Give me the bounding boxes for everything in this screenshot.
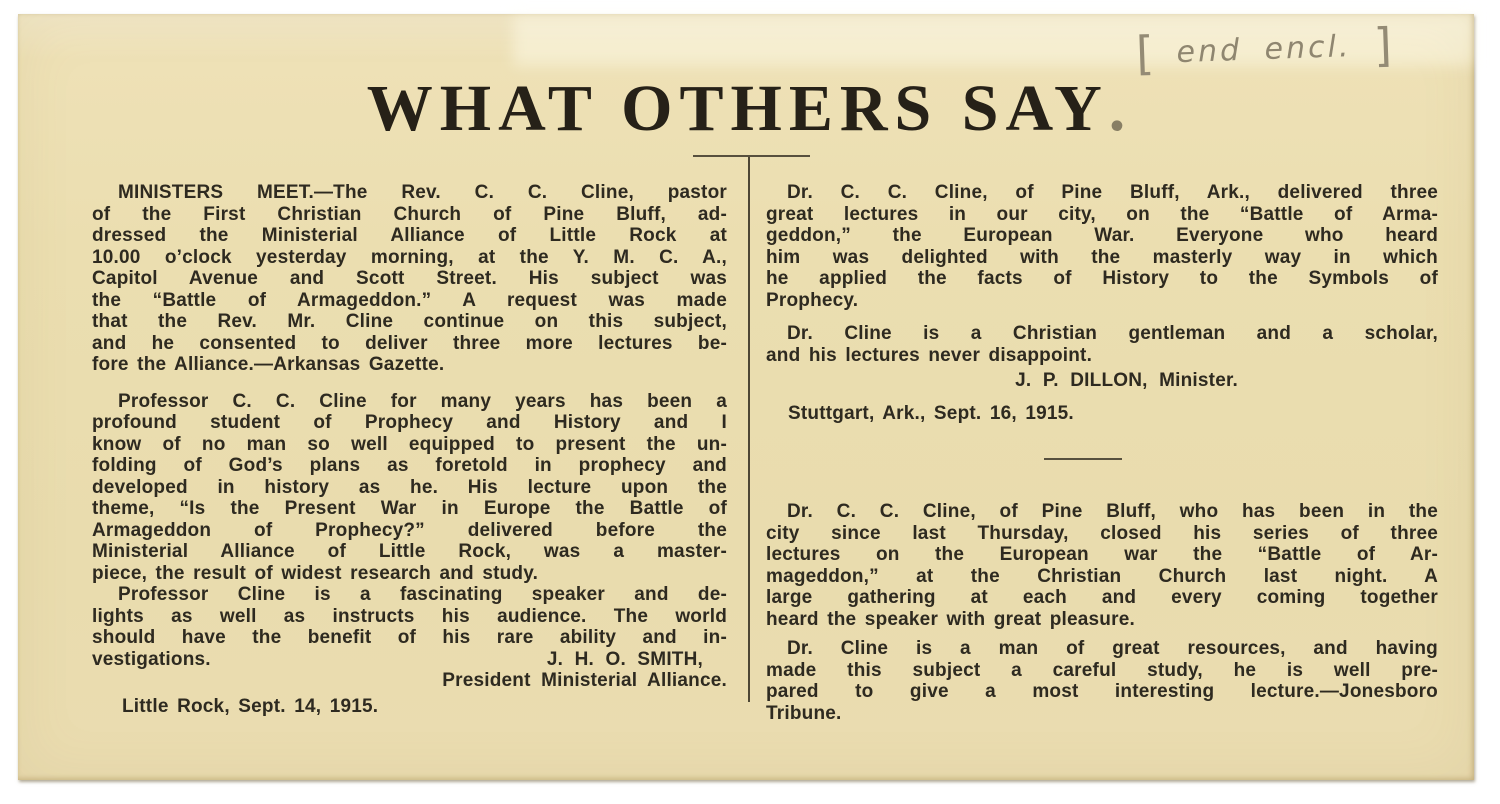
text-line: theme, “Is the Present War in Europe the Battle of: [92, 498, 727, 519]
signature-row: [92, 649, 727, 671]
handwritten-annotation: [1135, 17, 1397, 80]
text-line: developed in history as he. His lecture upon the: [92, 476, 727, 498]
text-line: lights as well as instructs his audience. The world: [92, 605, 727, 627]
text-line: dressed the Ministerial Alliance of Little Rock at: [92, 225, 727, 246]
text-line: Dr. Cline is a man of great resources, and having: [787, 638, 1438, 659]
document-card: [18, 14, 1474, 780]
text-line: of the First Christian Church of Pine Bluff, ad-: [92, 203, 727, 225]
column-divider-rule: [748, 157, 750, 702]
testimonial-paragraph: [766, 638, 1438, 724]
testimonial-jonesboro-tribune: [766, 501, 1438, 724]
text-line: Armageddon of Prophecy?” delivered before the: [92, 519, 727, 541]
signature-title: President Ministerial Alliance.: [442, 670, 727, 691]
testimonial-smith: [92, 391, 727, 718]
text-line: geddon,” the European War. Everyone who heard: [766, 225, 1438, 246]
text-line: MINISTERS MEET.—The Rev. C. C. Cline, pastor: [118, 182, 727, 203]
text-line: mageddon,” at the Christian Church last night. A: [766, 565, 1438, 587]
text-line: Dr. Cline is a Christian gentleman and a scholar,: [787, 323, 1438, 344]
text-line: Dr. C. C. Cline, of Pine Bluff, Ark., delivered three: [787, 182, 1438, 203]
text-line: Prophecy.: [766, 289, 859, 311]
annotation-close-bracket: ]: [1372, 17, 1393, 73]
text-line: large gathering at each and every coming together: [766, 587, 1438, 608]
text-line: folding of God’s plans as foretold in prophecy and: [92, 455, 727, 476]
text-line: made this subject a careful study, he is well pre-: [766, 659, 1438, 681]
text-line: 10.00 o’clock yesterday morning, at the Y. M. C. A.,: [92, 246, 727, 268]
text-line: pared to give a most interesting lecture.—Jonesboro: [766, 681, 1438, 702]
text-line: that the Rev. Mr. Cline continue on this subject,: [92, 311, 727, 332]
text-line: he applied the facts of History to the Symbols of: [766, 268, 1438, 289]
annotation-open-bracket: [: [1135, 25, 1155, 81]
text-line: fore the Alliance.—Arkansas Gazette.: [92, 354, 445, 375]
text-line: him was delighted with the masterly way in which: [766, 246, 1438, 268]
page-title: WHAT OTHERS SAY.: [366, 72, 1126, 145]
text-line: Professor C. C. Cline for many years has been a: [118, 390, 727, 412]
text-line: know of no man so well equipped to present the un-: [92, 433, 727, 455]
text-line: the “Battle of Armageddon.” A request was made: [92, 289, 727, 311]
section-divider-rule: [1044, 458, 1122, 460]
signature-name: J. P. DILLON, Minister.: [1015, 370, 1238, 391]
left-column: [92, 182, 727, 717]
text-line: and he consented to deliver three more lectures be-: [92, 332, 727, 354]
title-divider-rule: [693, 155, 810, 157]
signature-name: J. H. O. SMITH,: [546, 648, 703, 670]
text-line: vestigations.: [92, 648, 211, 670]
dateline: Little Rock, Sept. 14, 1915.: [122, 695, 379, 717]
text-line: Dr. C. C. Cline, of Pine Bluff, who has been in the: [787, 501, 1438, 522]
title-period: .: [1108, 72, 1126, 145]
text-line: lectures on the European war the “Battle of Ar-: [766, 544, 1438, 565]
text-line: Capitol Avenue and Scott Street. His subject was: [92, 268, 727, 289]
text-line: Tribune.: [766, 702, 842, 724]
testimonial-ministers-meet: [92, 182, 727, 376]
text-line: city since last Thursday, closed his series of three: [766, 522, 1438, 544]
text-line: Professor Cline is a fascinating speaker and de-: [118, 584, 727, 605]
text-line: Ministerial Alliance of Little Rock, was a master-: [92, 541, 727, 562]
text-line: should have the benefit of his rare ability and in-: [92, 627, 727, 648]
text-line: great lectures in our city, on the “Battle of Arma-: [766, 203, 1438, 225]
text-line: piece, the result of widest research and study.: [92, 562, 539, 584]
dateline: Stuttgart, Ark., Sept. 16, 1915.: [788, 402, 1074, 424]
testimonial-dillon: [766, 182, 1438, 424]
text-line: and his lectures never disappoint.: [766, 344, 1093, 366]
right-column: [766, 182, 1438, 724]
text-line: profound student of Prophecy and History and I: [92, 412, 727, 433]
annotation-text: end encl.: [1175, 29, 1352, 71]
text-line: heard the speaker with great pleasure.: [766, 608, 1135, 630]
